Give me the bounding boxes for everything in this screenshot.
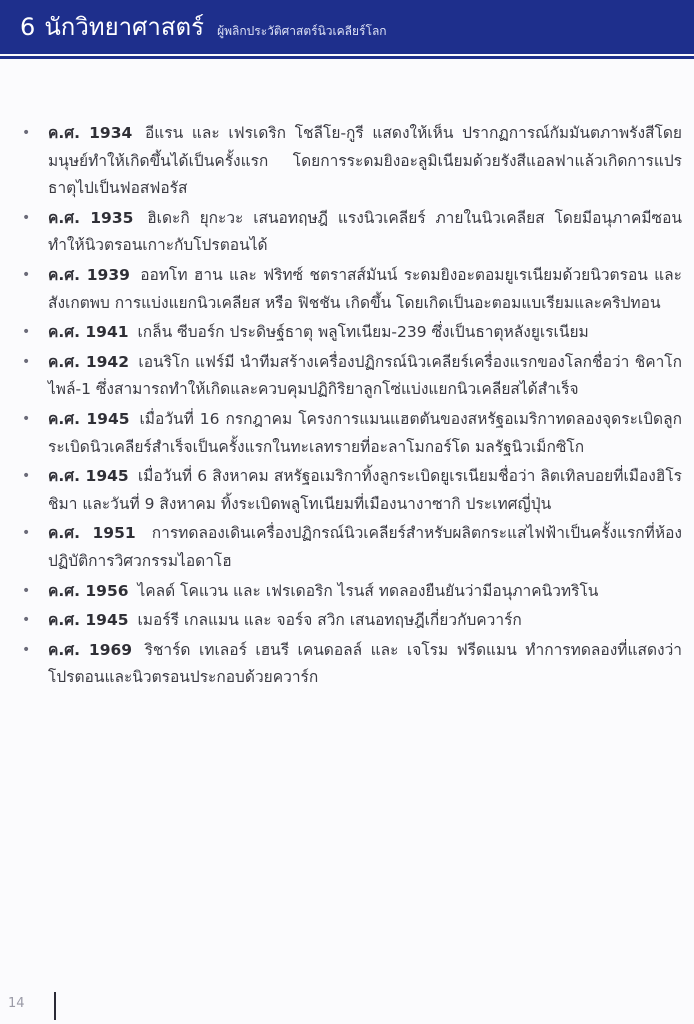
event-year: ค.ศ. 1969 (48, 640, 133, 659)
event-text: เมื่อวันที่ 16 กรกฎาคม โครงการแมนแฮตตันของสหรัฐอเมริกาทดลองจุดระเบิดลูกระเบิดนิวเคลียร์สำเร็จเป็นครั้งแรกในทะเลทรายที่อะลาโมกอร์โด มลรัฐนิวเม็กซิโก (48, 409, 682, 456)
event-year: ค.ศ. 1945 (48, 409, 130, 428)
timeline-item (20, 637, 682, 692)
event-year: ค.ศ. 1934 (48, 124, 133, 142)
chapter-subtitle: ผู้พลิกประวัติศาสตร์นิวเคลียร์โลก (217, 24, 387, 38)
bullet-icon: • (22, 612, 31, 629)
timeline-item (20, 120, 682, 203)
timeline-item (20, 262, 682, 317)
event-text: เกล็น ซีบอร์ก ประดิษฐ์ธาตุ พลูโทเนียม-239 ซึ่งเป็นธาตุหลังยูเรเนียม (137, 323, 589, 342)
bullet-icon: • (22, 641, 31, 658)
event-year: ค.ศ. 1945 (48, 611, 129, 630)
event-text: เมอร์รี เกลแมน และ จอร์จ สวิก เสนอทฤษฎีเกี่ยวกับควาร์ก (137, 611, 522, 630)
header-text (20, 12, 387, 46)
event-text: อีแรน และ เฟรเดริก โชลีโย-กูรี แสดงให้เห็น ปรากฏการณ์กัมมันตภาพรังสีโดยมนุษย์ทำให้เกิดขึ้นได้เป็นครั้งแรก โดยการระดมยิงอะลูมิเนียมด้วยรังสีแอลฟาแล้วเกิดการแปรธาตุไปเป็นฟอสฟอรัส (48, 124, 682, 198)
page-number: 14 (8, 996, 25, 1011)
event-year: ค.ศ. 1942 (48, 352, 129, 371)
page-header (0, 0, 694, 54)
bullet-icon: • (22, 525, 31, 542)
event-text: เมื่อวันที่ 6 สิงหาคม สหรัฐอเมริกาทิ้งลูกระเบิดยูเรเนียมชื่อว่า ลิตเทิลบอยที่เมืองฮิโรชิมา และวันที่ 9 สิงหาคม ทิ้งระเบิดพลูโทเนียมที่เมืองนางาซากิ ประเทศญี่ปุ่น (48, 467, 682, 513)
bullet-icon: • (22, 324, 31, 341)
event-year: ค.ศ. 1956 (48, 581, 129, 600)
event-year: ค.ศ. 1945 (48, 467, 129, 486)
event-year: ค.ศ. 1939 (48, 265, 130, 284)
event-year: ค.ศ. 1941 (48, 323, 129, 342)
bullet-icon: • (22, 125, 31, 141)
event-text: ออทโท ฮาน และ ฟริทซ์ ชตราสส์มันน์ ระดมยิงอะตอมยูเรเนียมด้วยนิวตรอน และสังเกตพบ การแบ่งแยกนิวเคลียส หรือ ฟิชชัน เกิดขึ้น โดยเกิดเป็นอะตอมแบเรียมและคริปทอน (48, 265, 682, 312)
timeline-item (20, 578, 682, 606)
timeline-item (20, 520, 682, 575)
event-text: ไคลด์ โคแวน และ เฟรเดอริก ไรนส์ ทดลองยืนยันว่ามีอนุภาคนิวทริโน (137, 581, 599, 600)
timeline-item (20, 463, 682, 518)
header-divider (0, 56, 694, 59)
timeline-item (20, 349, 682, 404)
bullet-icon: • (22, 410, 31, 427)
event-text: การทดลองเดินเครื่องปฏิกรณ์นิวเคลียร์สำหรับผลิตกระแสไฟฟ้าเป็นครั้งแรกที่ห้องปฏิบัติการวิศวกรรมไอดาโฮ (48, 524, 682, 570)
bullet-icon: • (22, 582, 31, 599)
timeline-list (20, 120, 682, 694)
event-text: เอนริโก แฟร์มี นำทีมสร้างเครื่องปฏิกรณ์นิวเคลียร์เครื่องแรกของโลกชื่อว่า ชิคาโกไพล์-1 ซึ่งสามารถทำให้เกิดและควบคุมปฏิกิริยาลูกโซ่แบ่งแยกนิวเคลียสได้สำเร็จ (48, 352, 682, 399)
chapter-number: 6 (20, 13, 36, 41)
bullet-icon: • (22, 468, 31, 485)
timeline-item (20, 205, 682, 260)
event-year: ค.ศ. 1935 (48, 208, 134, 227)
event-text: ฮิเดะกิ ยุกะวะ เสนอทฤษฎี แรงนิวเคลียร์ ภายในนิวเคลียส โดยมีอนุภาคมีซอนทำให้นิวตรอนเกาะกับโปรตอนได้ (48, 208, 682, 255)
timeline-item (20, 607, 682, 635)
chapter-title: นักวิทยาศาสตร์ (44, 13, 204, 41)
bullet-icon: • (22, 209, 31, 226)
event-year: ค.ศ. 1951 (48, 524, 136, 543)
timeline-item (20, 319, 682, 347)
timeline-item (20, 406, 682, 461)
bullet-icon: • (22, 266, 31, 283)
bullet-icon: • (22, 353, 31, 370)
footer-divider (54, 992, 56, 1020)
event-text: ริชาร์ด เทเลอร์ เฮนรี เคนดอลล์ และ เจโรม ฟรีดแมน ทำการทดลองที่แสดงว่าโปรตอนและนิวตรอนประกอบด้วยควาร์ก (48, 640, 682, 687)
